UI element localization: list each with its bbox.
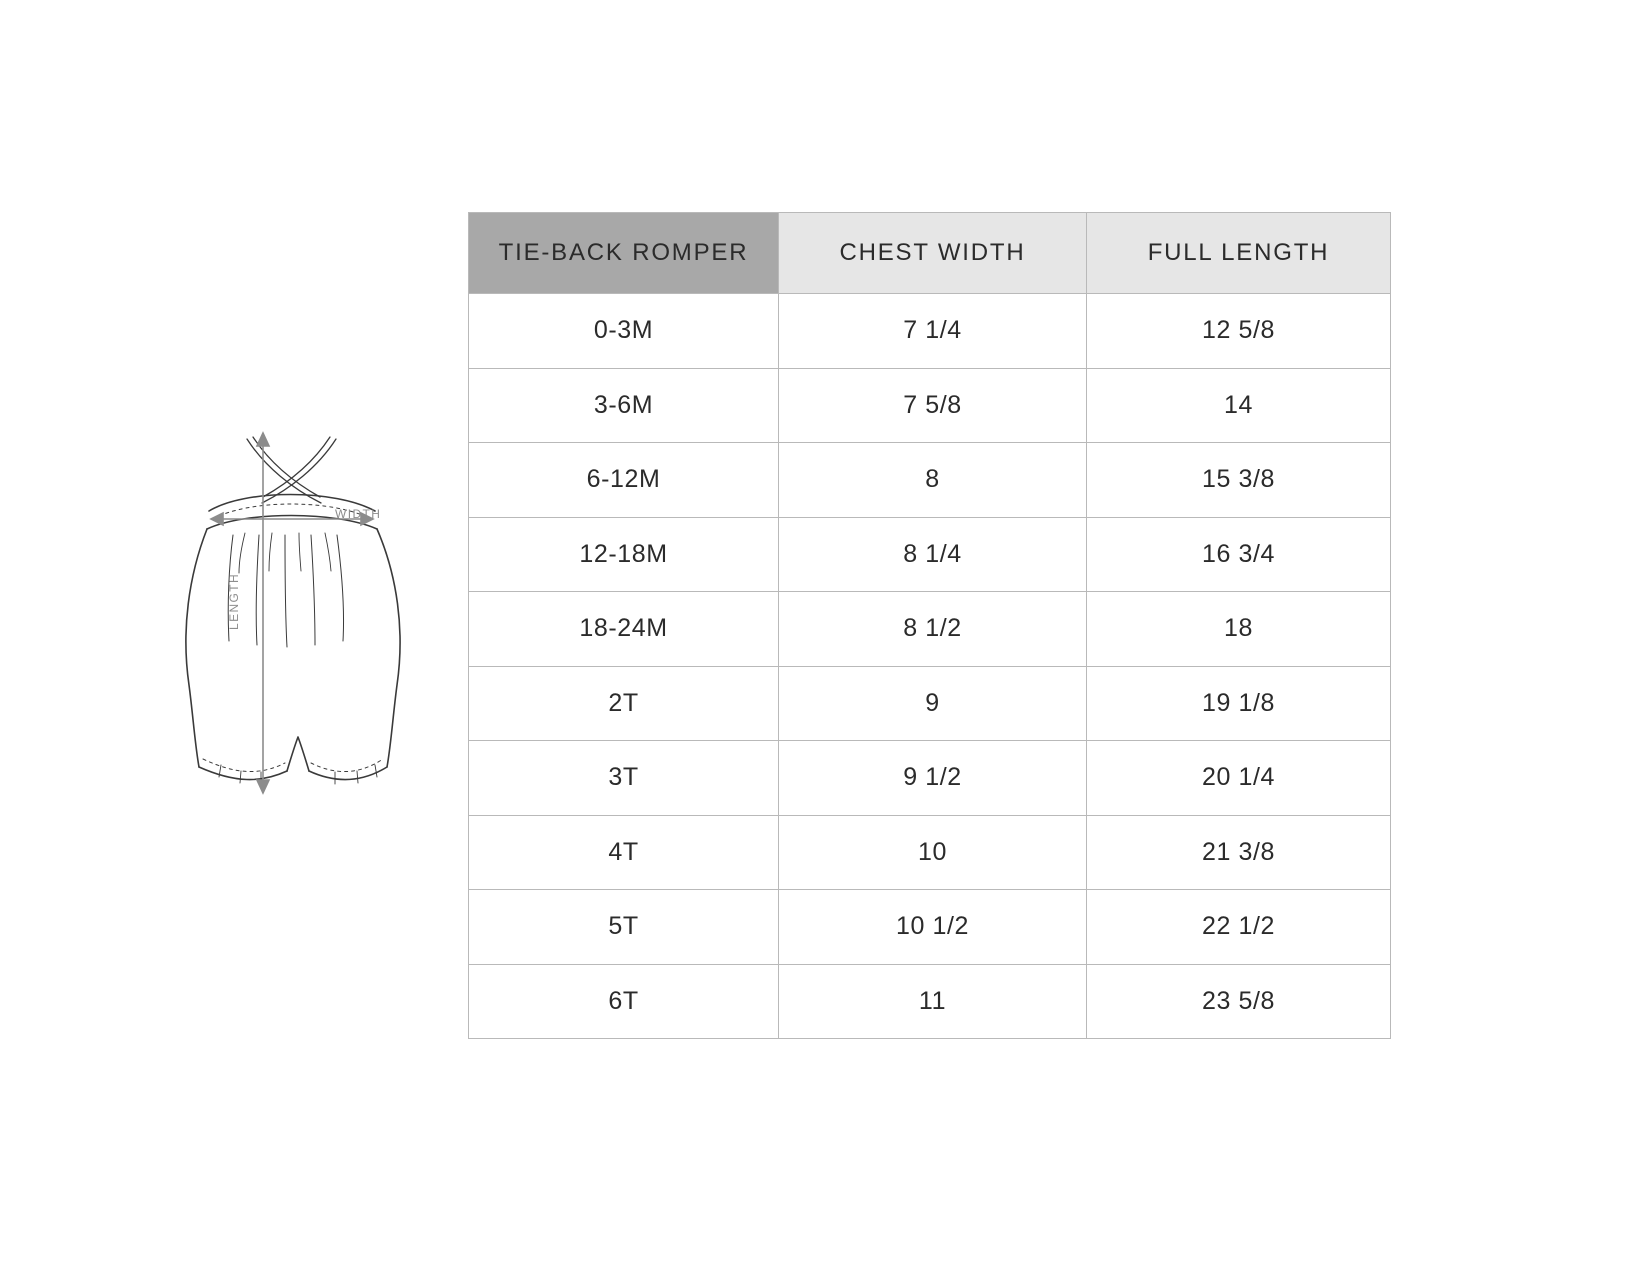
table-header — [469, 213, 1391, 294]
cell-size: 4T — [469, 815, 779, 890]
garment-illustration — [175, 415, 465, 815]
cell-size: 3-6M — [469, 368, 779, 443]
table-row — [469, 294, 1391, 369]
cell-size: 3T — [469, 741, 779, 816]
table-row — [469, 964, 1391, 1039]
cell-length: 16 3/4 — [1087, 517, 1391, 592]
cell-chest: 9 — [779, 666, 1087, 741]
cell-size: 5T — [469, 890, 779, 965]
table-row — [469, 517, 1391, 592]
width-dimension-label: WIDTH — [335, 507, 382, 521]
cell-size: 0-3M — [469, 294, 779, 369]
table-row — [469, 890, 1391, 965]
cell-size: 18-24M — [469, 592, 779, 667]
cell-size: 12-18M — [469, 517, 779, 592]
cell-chest: 7 1/4 — [779, 294, 1087, 369]
header-size: TIE-BACK ROMPER — [469, 213, 779, 294]
table-row — [469, 368, 1391, 443]
cell-length: 22 1/2 — [1087, 890, 1391, 965]
cell-size: 6-12M — [469, 443, 779, 518]
cell-length: 19 1/8 — [1087, 666, 1391, 741]
table-row — [469, 815, 1391, 890]
cell-length: 20 1/4 — [1087, 741, 1391, 816]
size-chart — [468, 212, 1381, 1039]
cell-length: 23 5/8 — [1087, 964, 1391, 1039]
cell-chest: 10 1/2 — [779, 890, 1087, 965]
cell-chest: 8 1/4 — [779, 517, 1087, 592]
cell-length: 18 — [1087, 592, 1391, 667]
cell-chest: 9 1/2 — [779, 741, 1087, 816]
cell-chest: 7 5/8 — [779, 368, 1087, 443]
cell-size: 2T — [469, 666, 779, 741]
table-row — [469, 741, 1391, 816]
cell-size: 6T — [469, 964, 779, 1039]
cell-chest: 10 — [779, 815, 1087, 890]
romper-sketch-svg — [175, 415, 465, 815]
table-body — [469, 294, 1391, 1039]
cell-chest: 8 — [779, 443, 1087, 518]
table-row — [469, 592, 1391, 667]
cell-chest: 11 — [779, 964, 1087, 1039]
cell-length: 14 — [1087, 368, 1391, 443]
cell-length: 12 5/8 — [1087, 294, 1391, 369]
header-full-length: FULL LENGTH — [1087, 213, 1391, 294]
length-dimension-label: LENGTH — [227, 572, 241, 630]
table-row — [469, 443, 1391, 518]
header-chest-width: CHEST WIDTH — [779, 213, 1087, 294]
table-header-row — [469, 213, 1391, 294]
cell-length: 15 3/8 — [1087, 443, 1391, 518]
size-chart-table — [468, 212, 1391, 1039]
cell-chest: 8 1/2 — [779, 592, 1087, 667]
table-row — [469, 666, 1391, 741]
cell-length: 21 3/8 — [1087, 815, 1391, 890]
